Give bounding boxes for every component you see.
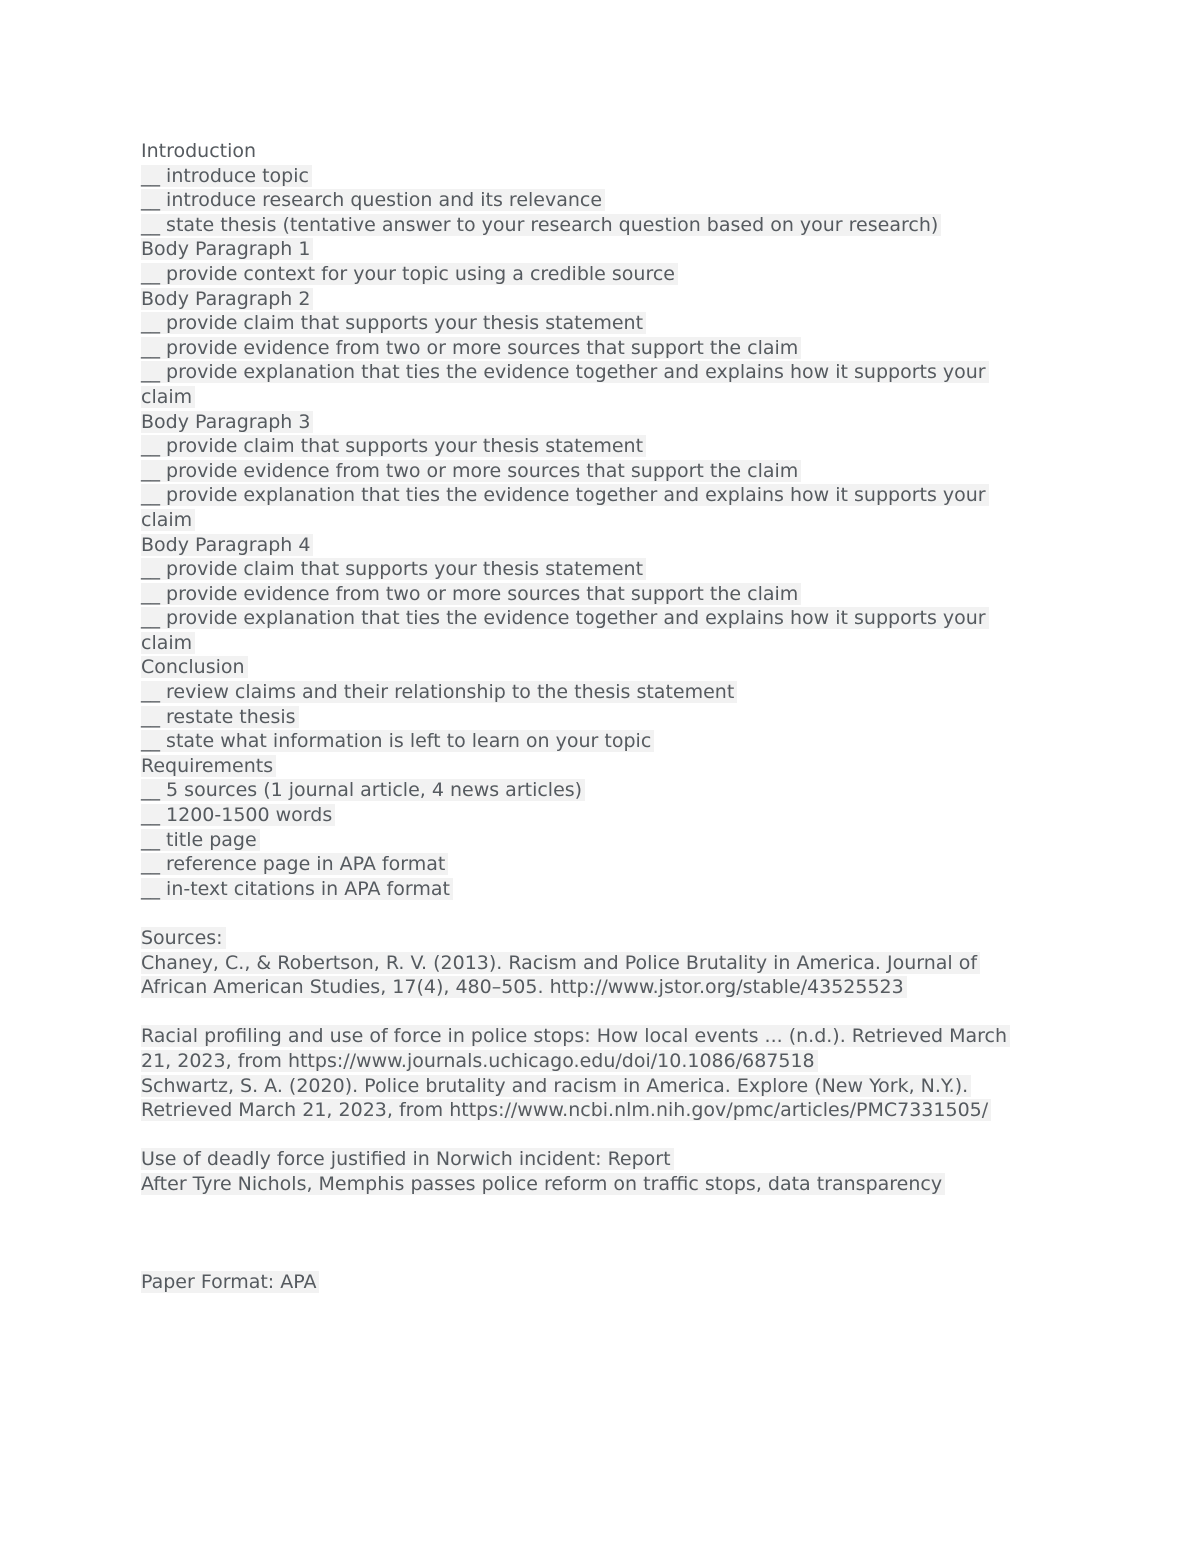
checklist-item: __ provide evidence from two or more sources that support the claim [141, 582, 1041, 607]
checklist-item-continuation: claim [141, 631, 1041, 656]
checklist-item: __ provide claim that supports your thesis statement [141, 557, 1041, 582]
checklist-item: __ provide context for your topic using a credible source [141, 262, 1041, 287]
checklist-item: __ provide claim that supports your thesis statement [141, 434, 1041, 459]
checklist-item: __ review claims and their relationship to the thesis statement [141, 680, 1041, 705]
news-source-title: Use of deadly force justified in Norwich incident: Report [141, 1147, 1041, 1172]
checklist-item: __ provide claim that supports your thesis statement [141, 311, 1041, 336]
checklist-item: __ provide evidence from two or more sources that support the claim [141, 336, 1041, 361]
section-heading-body-paragraph-1: Body Paragraph 1 [141, 237, 1041, 262]
checklist-item: __ 1200-1500 words [141, 803, 1041, 828]
section-heading-conclusion: Conclusion [141, 655, 1041, 680]
checklist-item: __ introduce topic [141, 164, 1041, 189]
section-heading-requirements: Requirements [141, 754, 1041, 779]
checklist-item: __ title page [141, 828, 1041, 853]
checklist-item: __ provide explanation that ties the evidence together and explains how it supports your [141, 483, 1041, 508]
reference-entry-continuation: Retrieved March 21, 2023, from https://www.ncbi.nlm.nih.gov/pmc/articles/PMC7331505/ [141, 1098, 1041, 1123]
reference-entry: Schwartz, S. A. (2020). Police brutality and racism in America. Explore (New York, N.Y.). [141, 1074, 1041, 1099]
checklist-item: __ provide explanation that ties the evidence together and explains how it supports your [141, 360, 1041, 385]
checklist-item: __ restate thesis [141, 705, 1041, 730]
checklist-item: __ in-text citations in APA format [141, 877, 1041, 902]
checklist-item: __ introduce research question and its relevance [141, 188, 1041, 213]
blank-line [141, 1123, 1041, 1148]
checklist-item: __ state thesis (tentative answer to your research question based on your research) [141, 213, 1041, 238]
reference-entry-continuation: 21, 2023, from https://www.journals.uchicago.edu/doi/10.1086/687518 [141, 1049, 1041, 1074]
reference-entry-continuation: African American Studies, 17(4), 480–505. http://www.jstor.org/stable/43525523 [141, 975, 1041, 1000]
blank-line [141, 1000, 1041, 1025]
sources-heading: Sources: [141, 926, 1041, 951]
reference-entry: Racial profiling and use of force in police stops: How local events ... (n.d.). Retrieved March [141, 1024, 1041, 1049]
checklist-item: __ 5 sources (1 journal article, 4 news articles) [141, 778, 1041, 803]
section-heading-body-paragraph-3: Body Paragraph 3 [141, 410, 1041, 435]
checklist-item-continuation: claim [141, 385, 1041, 410]
section-heading-body-paragraph-2: Body Paragraph 2 [141, 287, 1041, 312]
document-page [141, 139, 1041, 1295]
reference-entry: Chaney, C., & Robertson, R. V. (2013). Racism and Police Brutality in America. Journal of [141, 951, 1041, 976]
section-heading-introduction: Introduction [141, 140, 257, 162]
checklist-item: __ provide evidence from two or more sources that support the claim [141, 459, 1041, 484]
news-source-title: After Tyre Nichols, Memphis passes police reform on traffic stops, data transparency [141, 1172, 1041, 1197]
checklist-item-continuation: claim [141, 508, 1041, 533]
paper-format-line: Paper Format: APA [141, 1270, 1041, 1295]
section-heading-body-paragraph-4: Body Paragraph 4 [141, 533, 1041, 558]
checklist-item: __ reference page in APA format [141, 852, 1041, 877]
blank-line [141, 901, 1041, 926]
blank-lines [141, 1197, 1041, 1271]
checklist-item: __ provide explanation that ties the evidence together and explains how it supports your [141, 606, 1041, 631]
checklist-item: __ state what information is left to learn on your topic [141, 729, 1041, 754]
